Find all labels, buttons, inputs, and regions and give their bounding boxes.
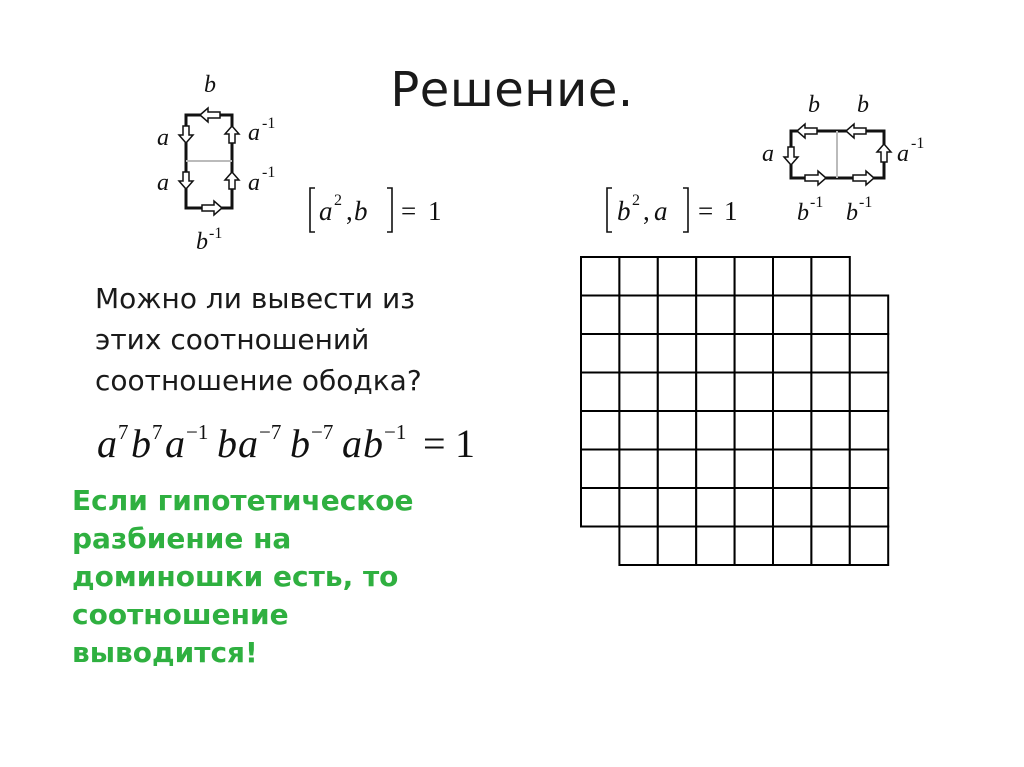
grid-cell <box>773 296 811 335</box>
grid-cell <box>773 488 811 527</box>
label-left-a: a <box>762 141 774 167</box>
label-right-a: a <box>897 141 909 167</box>
relation-left-rhs: 1 <box>428 196 442 226</box>
relation-right-comma: , <box>643 196 650 226</box>
grid-cell <box>619 334 657 373</box>
grid-cell <box>773 527 811 566</box>
grid-cell <box>619 450 657 489</box>
grid-cell <box>581 257 619 296</box>
grid-cell <box>658 527 696 566</box>
grid-cell <box>696 411 734 450</box>
relation-left-equals: = <box>401 196 417 226</box>
grid-cell <box>696 257 734 296</box>
grid-cell <box>696 373 734 412</box>
grid-cell <box>850 296 888 335</box>
grid-cell <box>735 488 773 527</box>
rim-term-exponent: −7 <box>311 420 334 444</box>
grid-cell <box>619 527 657 566</box>
rim-equals: = <box>423 421 446 466</box>
grid-cell <box>658 334 696 373</box>
grid-cell <box>811 488 849 527</box>
relation-left-comma: , <box>346 196 353 226</box>
grid-cell <box>850 488 888 527</box>
grid-cell <box>735 373 773 412</box>
question-text: Можно ли вывести из этих соотношений соотношение ободка? <box>95 282 422 397</box>
grid-cell <box>850 450 888 489</box>
label-right-a-upper: a <box>248 120 260 146</box>
relation-right-base: b <box>617 196 631 226</box>
relation-right-power: 2 <box>632 192 640 209</box>
relation-right-equals: = <box>698 196 714 226</box>
label-left-a-lower: a <box>157 170 169 196</box>
grid-cell <box>735 334 773 373</box>
grid-cell <box>735 450 773 489</box>
grid-cell <box>619 296 657 335</box>
rim-term-base: a <box>165 421 185 466</box>
grid-cell <box>619 411 657 450</box>
label-bottom-left-b: b <box>797 200 809 226</box>
rim-term-base: b <box>131 421 151 466</box>
rim-term-exponent: −7 <box>259 420 282 444</box>
grid-cell <box>850 373 888 412</box>
grid-cell <box>811 257 849 296</box>
grid-cell <box>581 488 619 527</box>
grid-cell <box>619 257 657 296</box>
grid-cell <box>696 334 734 373</box>
label-bottom-left-b-exp: -1 <box>810 194 824 211</box>
rim-term-base: b <box>290 421 310 466</box>
grid-cell <box>811 411 849 450</box>
rim-term-exponent: −1 <box>384 420 407 444</box>
label-right-a-upper-exp: -1 <box>262 115 276 132</box>
grid-cell <box>811 296 849 335</box>
label-right-a-lower: a <box>248 170 260 196</box>
rim-term-exponent: 7 <box>152 420 163 444</box>
grid-cell <box>581 450 619 489</box>
grid-cell <box>773 257 811 296</box>
grid-cell <box>773 450 811 489</box>
grid-cell <box>773 373 811 412</box>
label-bottom-b: b <box>196 229 208 255</box>
grid-cell <box>581 296 619 335</box>
grid-cell <box>773 334 811 373</box>
grid-cell <box>658 450 696 489</box>
label-left-a-upper: a <box>157 125 169 151</box>
grid-cell <box>850 411 888 450</box>
rim-term-base: b <box>363 421 383 466</box>
grid-cell <box>850 527 888 566</box>
grid-cell <box>658 411 696 450</box>
grid-cell <box>696 450 734 489</box>
relation-left-base: a <box>319 196 333 226</box>
grid-cell <box>658 257 696 296</box>
grid-cell <box>850 334 888 373</box>
relation-left-second: b <box>354 196 368 226</box>
rim-rhs: 1 <box>455 421 475 466</box>
rim-term-base: a <box>342 421 362 466</box>
grid-cell <box>811 450 849 489</box>
grid-cell <box>658 488 696 527</box>
grid-cell <box>658 373 696 412</box>
grid-cell <box>811 334 849 373</box>
grid-cell <box>619 373 657 412</box>
rim-term-base: b <box>217 421 237 466</box>
label-top-right-b: b <box>857 92 869 118</box>
label-bottom-right-b: b <box>846 200 858 226</box>
grid-cell <box>696 296 734 335</box>
highlight-note: Если гипотетическое разбиение на доминошки есть, то соотношение выводится! <box>72 484 414 669</box>
grid-cell <box>811 373 849 412</box>
grid-cell <box>735 411 773 450</box>
grid-cell <box>619 488 657 527</box>
label-right-a-exp: -1 <box>911 135 925 152</box>
rim-term-base: a <box>238 421 258 466</box>
rim-term-exponent: −1 <box>186 420 209 444</box>
relation-left-power: 2 <box>334 192 342 209</box>
relation-right-rhs: 1 <box>724 196 738 226</box>
label-right-a-lower-exp: -1 <box>262 164 276 181</box>
grid-cell <box>658 296 696 335</box>
grid-cell <box>811 527 849 566</box>
label-top-b: b <box>204 72 216 98</box>
slide-title: Решение. <box>390 62 634 118</box>
grid-cell <box>735 257 773 296</box>
grid-cell <box>773 411 811 450</box>
grid-cell <box>581 411 619 450</box>
relation-right-second: a <box>654 196 668 226</box>
rim-term-exponent: 7 <box>118 420 129 444</box>
grid-cell <box>696 488 734 527</box>
grid-cell <box>735 296 773 335</box>
grid-cell <box>735 527 773 566</box>
label-bottom-right-b-exp: -1 <box>859 194 873 211</box>
label-bottom-b-exp: -1 <box>209 225 223 242</box>
rim-term-base: a <box>97 421 117 466</box>
label-top-left-b: b <box>808 92 820 118</box>
grid-cell <box>696 527 734 566</box>
grid-cell <box>581 334 619 373</box>
grid-cell <box>581 373 619 412</box>
